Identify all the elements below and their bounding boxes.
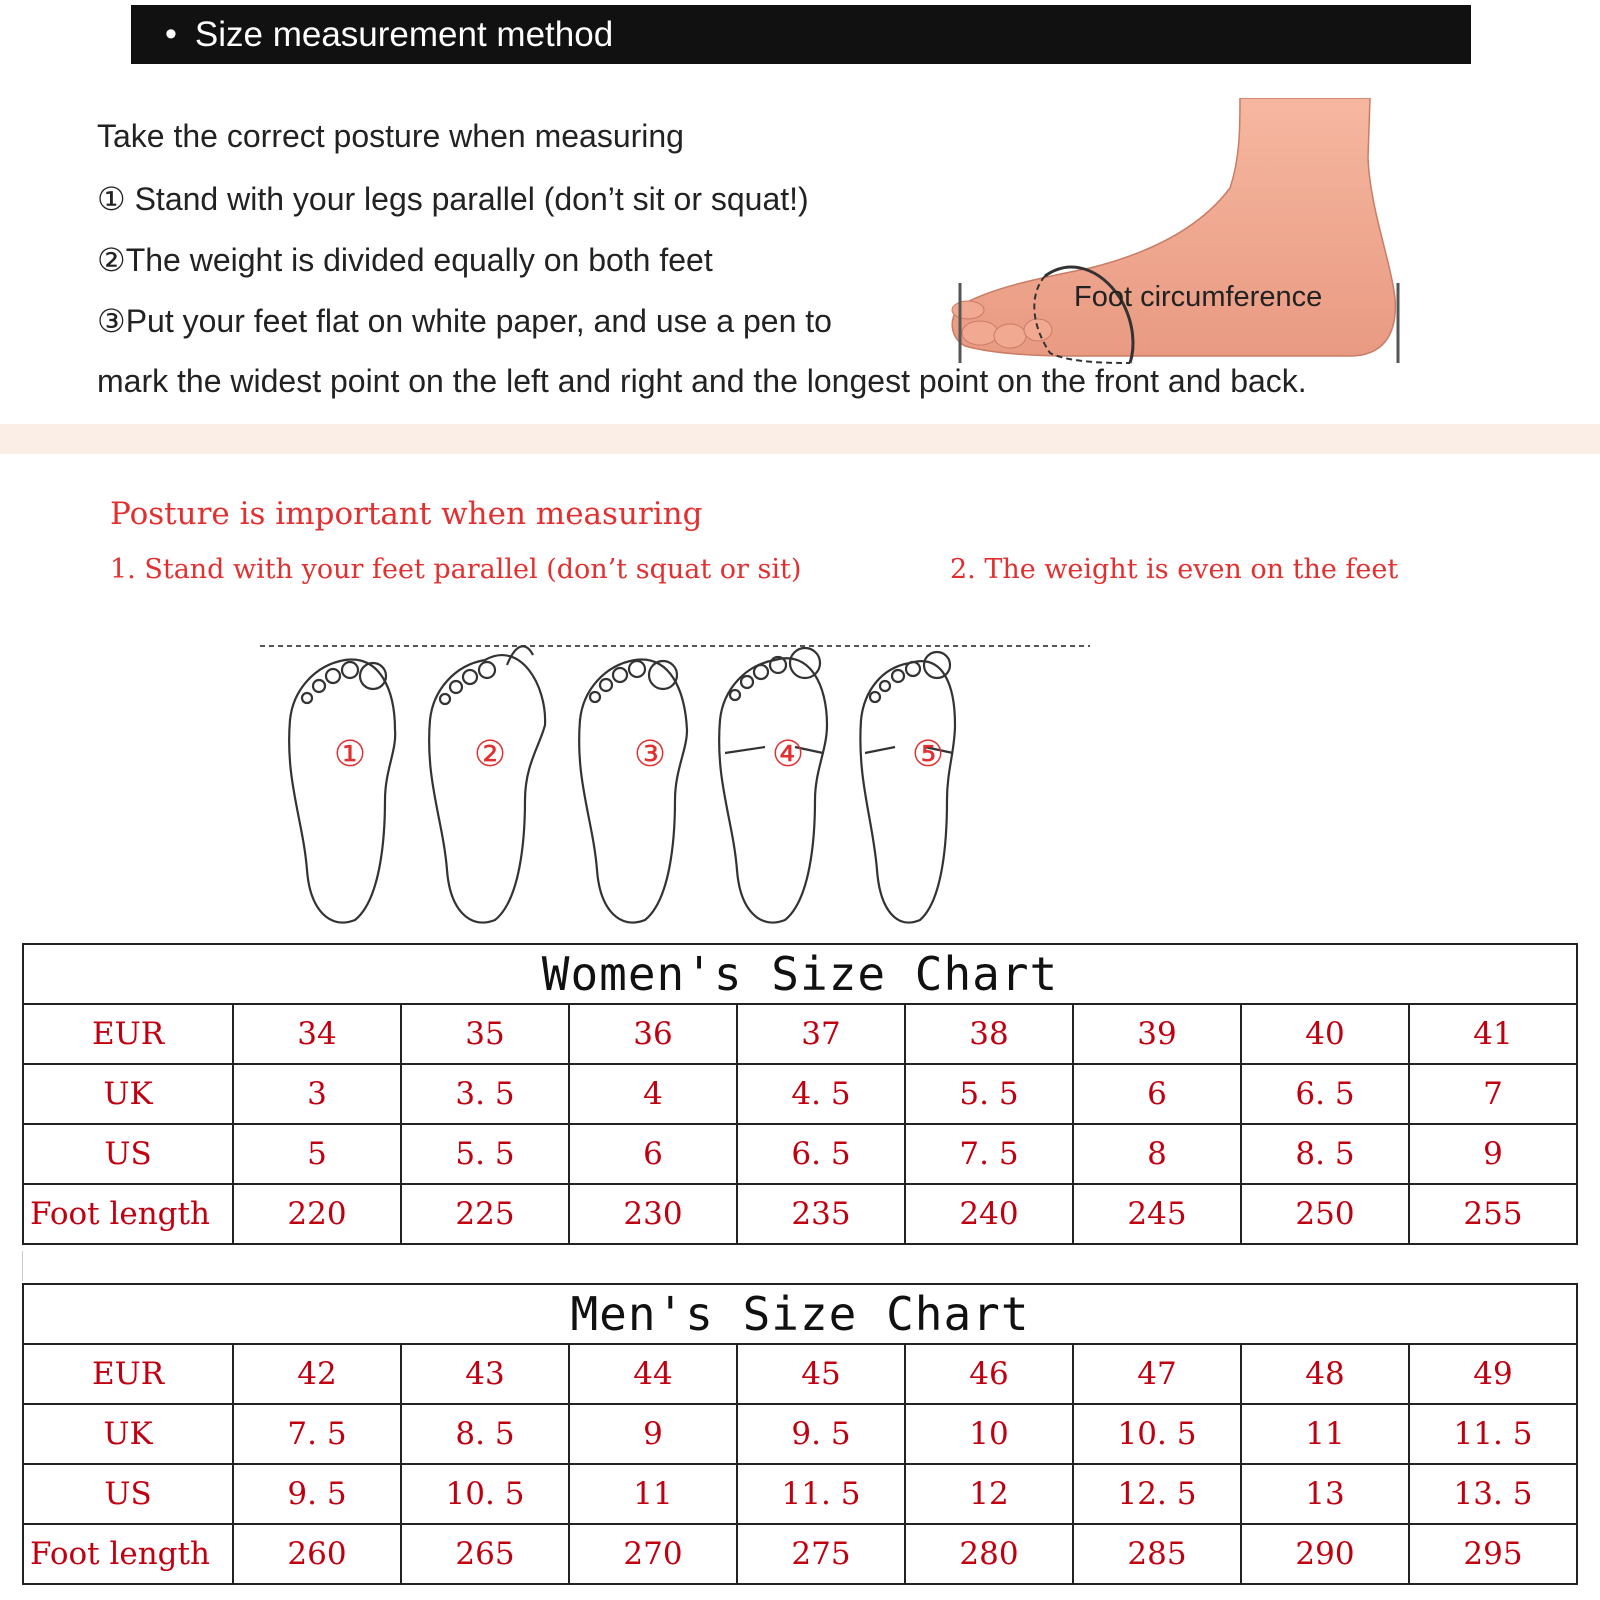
table-cell: 40 (1241, 1004, 1409, 1064)
men-chart-title: Men's Size Chart (23, 1284, 1577, 1344)
row-label-eur: EUR (23, 1344, 233, 1404)
section-divider (0, 424, 1600, 454)
table-cell: 10. 5 (401, 1464, 569, 1524)
table-cell: 280 (905, 1524, 1073, 1584)
posture-point-1: 1. Stand with your feet parallel (don’t squat or sit) (110, 554, 802, 585)
table-cell: 11. 5 (1409, 1404, 1577, 1464)
table-cell: 9 (569, 1404, 737, 1464)
table-cell: 36 (569, 1004, 737, 1064)
table-cell: 5. 5 (905, 1064, 1073, 1124)
foot-side-illustration (950, 98, 1420, 373)
table-cell: 245 (1073, 1184, 1241, 1244)
table-cell: 41 (1409, 1004, 1577, 1064)
table-cell: 8. 5 (401, 1404, 569, 1464)
foot-circumference-label: Foot circumference (1074, 281, 1323, 313)
table-cell: 43 (401, 1344, 569, 1404)
table-cell: 220 (233, 1184, 401, 1244)
table-cell: 260 (233, 1524, 401, 1584)
table-cell: 255 (1409, 1184, 1577, 1244)
posture-heading: Posture is important when measuring (110, 496, 703, 532)
table-cell: 285 (1073, 1524, 1241, 1584)
table-cell: 12. 5 (1073, 1464, 1241, 1524)
table-cell: 3 (233, 1064, 401, 1124)
table-cell: 13. 5 (1409, 1464, 1577, 1524)
row-label-us: US (23, 1464, 233, 1524)
table-cell: 39 (1073, 1004, 1241, 1064)
row-label-uk: UK (23, 1404, 233, 1464)
table-cell: 12 (905, 1464, 1073, 1524)
table-cell: 225 (401, 1184, 569, 1244)
table-cell: 6 (1073, 1064, 1241, 1124)
table-cell: 10. 5 (1073, 1404, 1241, 1464)
table-cell: 7 (1409, 1064, 1577, 1124)
posture-point-2: 2. The weight is even on the feet (950, 554, 1399, 585)
table-row (23, 1524, 1577, 1584)
instruction-line-2: ① Stand with your legs parallel (don’t sit or squat!) (97, 181, 809, 217)
table-cell: 5 (233, 1124, 401, 1184)
women-size-chart (22, 943, 1578, 1245)
table-cell: 9. 5 (233, 1464, 401, 1524)
table-cell: 11 (1241, 1404, 1409, 1464)
row-label-uk: UK (23, 1064, 233, 1124)
table-cell: 240 (905, 1184, 1073, 1244)
foot-marker-5: ⑤ (911, 734, 945, 775)
table-cell: 9. 5 (737, 1404, 905, 1464)
row-label-us: US (23, 1124, 233, 1184)
table-cell: 270 (569, 1524, 737, 1584)
table-cell: 45 (737, 1344, 905, 1404)
table-cell: 7. 5 (233, 1404, 401, 1464)
table-cell: 13 (1241, 1464, 1409, 1524)
men-size-chart (22, 1283, 1578, 1585)
table-cell: 235 (737, 1184, 905, 1244)
table-cell: 34 (233, 1004, 401, 1064)
table-cell: 47 (1073, 1344, 1241, 1404)
instruction-line-4: ③Put your feet flat on white paper, and use a pen to (97, 303, 832, 339)
table-cell: 3. 5 (401, 1064, 569, 1124)
row-label-foot-length: Foot length (23, 1524, 233, 1584)
instruction-line-3: ②The weight is divided equally on both feet (97, 242, 713, 278)
instruction-line-5: mark the widest point on the left and right and the longest point on the front and back. (97, 363, 1307, 399)
table-spacer (22, 1251, 1579, 1281)
table-row (23, 1124, 1577, 1184)
table-row (23, 1184, 1577, 1244)
table-cell: 35 (401, 1004, 569, 1064)
table-cell: 290 (1241, 1524, 1409, 1584)
table-cell: 250 (1241, 1184, 1409, 1244)
table-cell: 6. 5 (1241, 1064, 1409, 1124)
table-cell: 6. 5 (737, 1124, 905, 1184)
table-row (23, 1004, 1577, 1064)
table-cell: 42 (233, 1344, 401, 1404)
table-cell: 5. 5 (401, 1124, 569, 1184)
women-chart-title: Women's Size Chart (23, 944, 1577, 1004)
foot-marker-4: ④ (771, 734, 805, 775)
section-title: Size measurement method (194, 14, 614, 54)
bullet-icon: • (165, 15, 177, 53)
table-row (23, 1344, 1577, 1404)
table-cell: 37 (737, 1004, 905, 1064)
table-cell: 9 (1409, 1124, 1577, 1184)
table-cell: 44 (569, 1344, 737, 1404)
feet-outlines-illustration (260, 630, 1090, 935)
table-cell: 295 (1409, 1524, 1577, 1584)
table-cell: 4 (569, 1064, 737, 1124)
table-cell: 11. 5 (737, 1464, 905, 1524)
table-cell: 8. 5 (1241, 1124, 1409, 1184)
table-row (23, 1464, 1577, 1524)
table-cell: 230 (569, 1184, 737, 1244)
table-cell: 8 (1073, 1124, 1241, 1184)
table-cell: 10 (905, 1404, 1073, 1464)
table-cell: 265 (401, 1524, 569, 1584)
table-cell: 48 (1241, 1344, 1409, 1404)
foot-marker-3: ③ (633, 734, 667, 775)
foot-marker-1: ① (333, 734, 367, 775)
table-cell: 49 (1409, 1344, 1577, 1404)
row-label-eur: EUR (23, 1004, 233, 1064)
table-cell: 38 (905, 1004, 1073, 1064)
section-header (131, 5, 1471, 64)
table-row (23, 1064, 1577, 1124)
table-cell: 6 (569, 1124, 737, 1184)
row-label-foot-length: Foot length (23, 1184, 233, 1244)
table-cell: 11 (569, 1464, 737, 1524)
instruction-line-1: Take the correct posture when measuring (97, 118, 684, 154)
table-row (23, 1404, 1577, 1464)
table-cell: 275 (737, 1524, 905, 1584)
table-cell: 46 (905, 1344, 1073, 1404)
foot-marker-2: ② (473, 734, 507, 775)
table-cell: 4. 5 (737, 1064, 905, 1124)
table-cell: 7. 5 (905, 1124, 1073, 1184)
